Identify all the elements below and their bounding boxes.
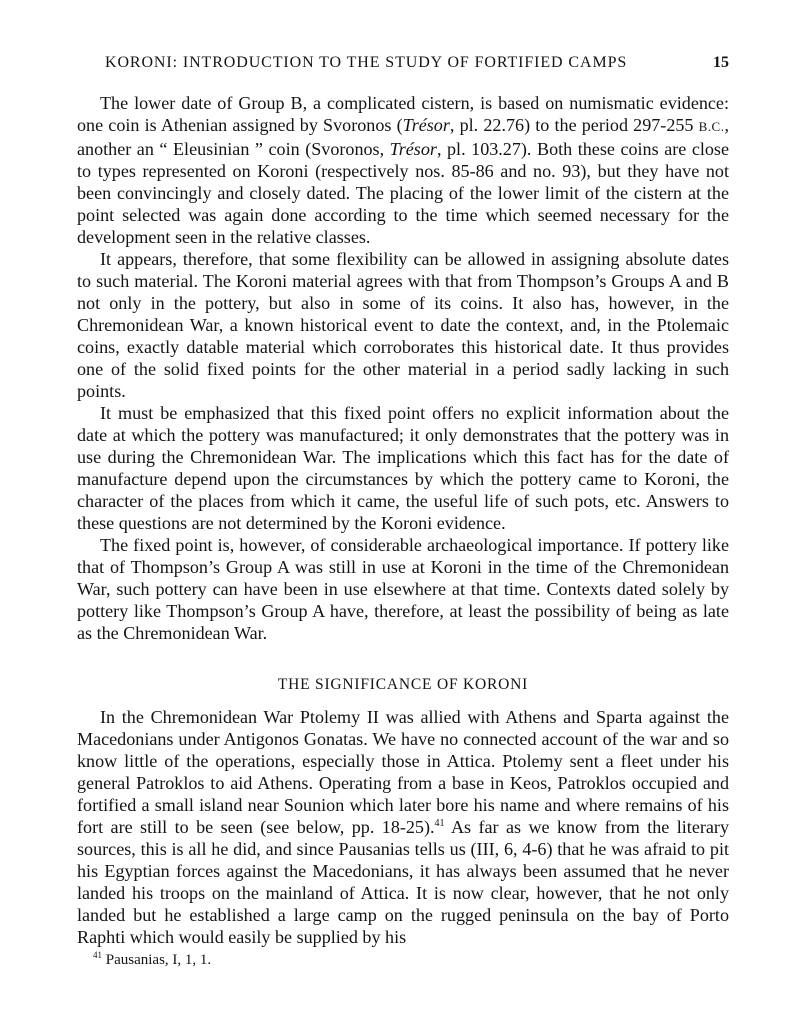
text-run: The lower date of Group B, a complicated cistern, is based on numismatic evidence: one coin is Athenian assigned by Svoronos ( [77, 93, 729, 135]
running-head [105, 54, 729, 78]
footnote-number: 41 [93, 950, 102, 960]
footnote-text: Pausanias, I, 1, 1. [102, 952, 212, 968]
paragraph-group-b-date [77, 92, 729, 248]
body-text [77, 92, 729, 948]
text-run: As far as we know from the literary sources, this is all he did, and since Pausanias tells us (III, 6, 4-6) that he was afraid to pit his Egyptian forces against the Macedonians, it has always been assumed that he never landed his troops on the mainland of Attica. It is now clear, however, that he not only landed but he established a large camp on the rugged peninsula on the bay of Porto Raphti which would easily be supplied by his [77, 817, 729, 947]
paragraph-flexibility: It appears, therefore, that some flexibility can be allowed in assigning absolute dates to such material. The Koroni material agrees with that from Thompson’s Groups A and B not only in the pottery, but also in some of its coins. It also has, however, in the Chremonidean War, a known historical event to date the context, and, in the Ptolemaic coins, exactly datable material which corroborates this historical date. It thus provides one of the solid fixed points for the other material in a period sadly lacking in such points. [77, 249, 729, 401]
running-head-title: KORONI: INTRODUCTION TO THE STUDY OF FORTIFIED CAMPS [105, 54, 628, 71]
paragraph-fixed-point: It must be emphasized that this fixed point offers no explicit information about the date at which the pottery was manufactured; it only demonstrates that the pottery was in use during the Chremonidean War. The implications which this fact has for the date of manufacture depend upon the circumstances by which the pottery came to Koroni, the character of the places from which it came, the useful life of such pots, etc. Answers to these questions are not determined by the Koroni evidence. [77, 403, 729, 533]
paragraph-importance: The fixed point is, however, of considerable archaeological importance. If pottery like that of Thompson’s Group A was still in use at Koroni in the time of the Chremonidean War, such pottery can have been in use elsewhere at that time. Contexts dated solely by pottery like Thompson’s Group A have, therefore, at least the possibility of being as late as the Chremonidean War. [77, 535, 729, 643]
italic-title-tresor: Trésor [402, 115, 450, 135]
text-run: In the Chremonidean War Ptolemy II was allied with Athens and Sparta against the Macedonians under Antigonos Gonatas. We have no connected account of the war and so know little of the operations, especially those in Attica. Ptolemy sent a fleet under his general Patroklos to aid Athens. Operating from a base in Keos, Patroklos occupied and fortified a small island near Sounion which later bore his name and where remains of his fort are still to be seen (see below, pp. 18-25). [77, 707, 729, 837]
footnote [93, 946, 713, 969]
paragraph-chremonidean-war [77, 706, 729, 948]
page-number: 15 [713, 54, 729, 71]
text-run: , pl. 103.27). Both these coins are close to types represented on Koroni (respectively nos. 85-86 and no. 93), but they have not been convincingly and closely dated. The placing of the lower limit of the cistern at the point selected was again done according to the time which seemed necessary for the development seen in the relative classes. [77, 139, 730, 247]
italic-title-tresor: Trésor [389, 139, 437, 159]
text-run: , pl. 22.76) to the period 297-255 [449, 115, 699, 135]
small-caps-bc: B.C. [698, 119, 725, 134]
section-heading: THE SIGNIFICANCE OF KORONI [277, 676, 529, 693]
footnote-reference[interactable]: 41 [434, 817, 445, 829]
text-run: , another an “ Eleusinian ” coin (Svoronos, [77, 115, 729, 159]
